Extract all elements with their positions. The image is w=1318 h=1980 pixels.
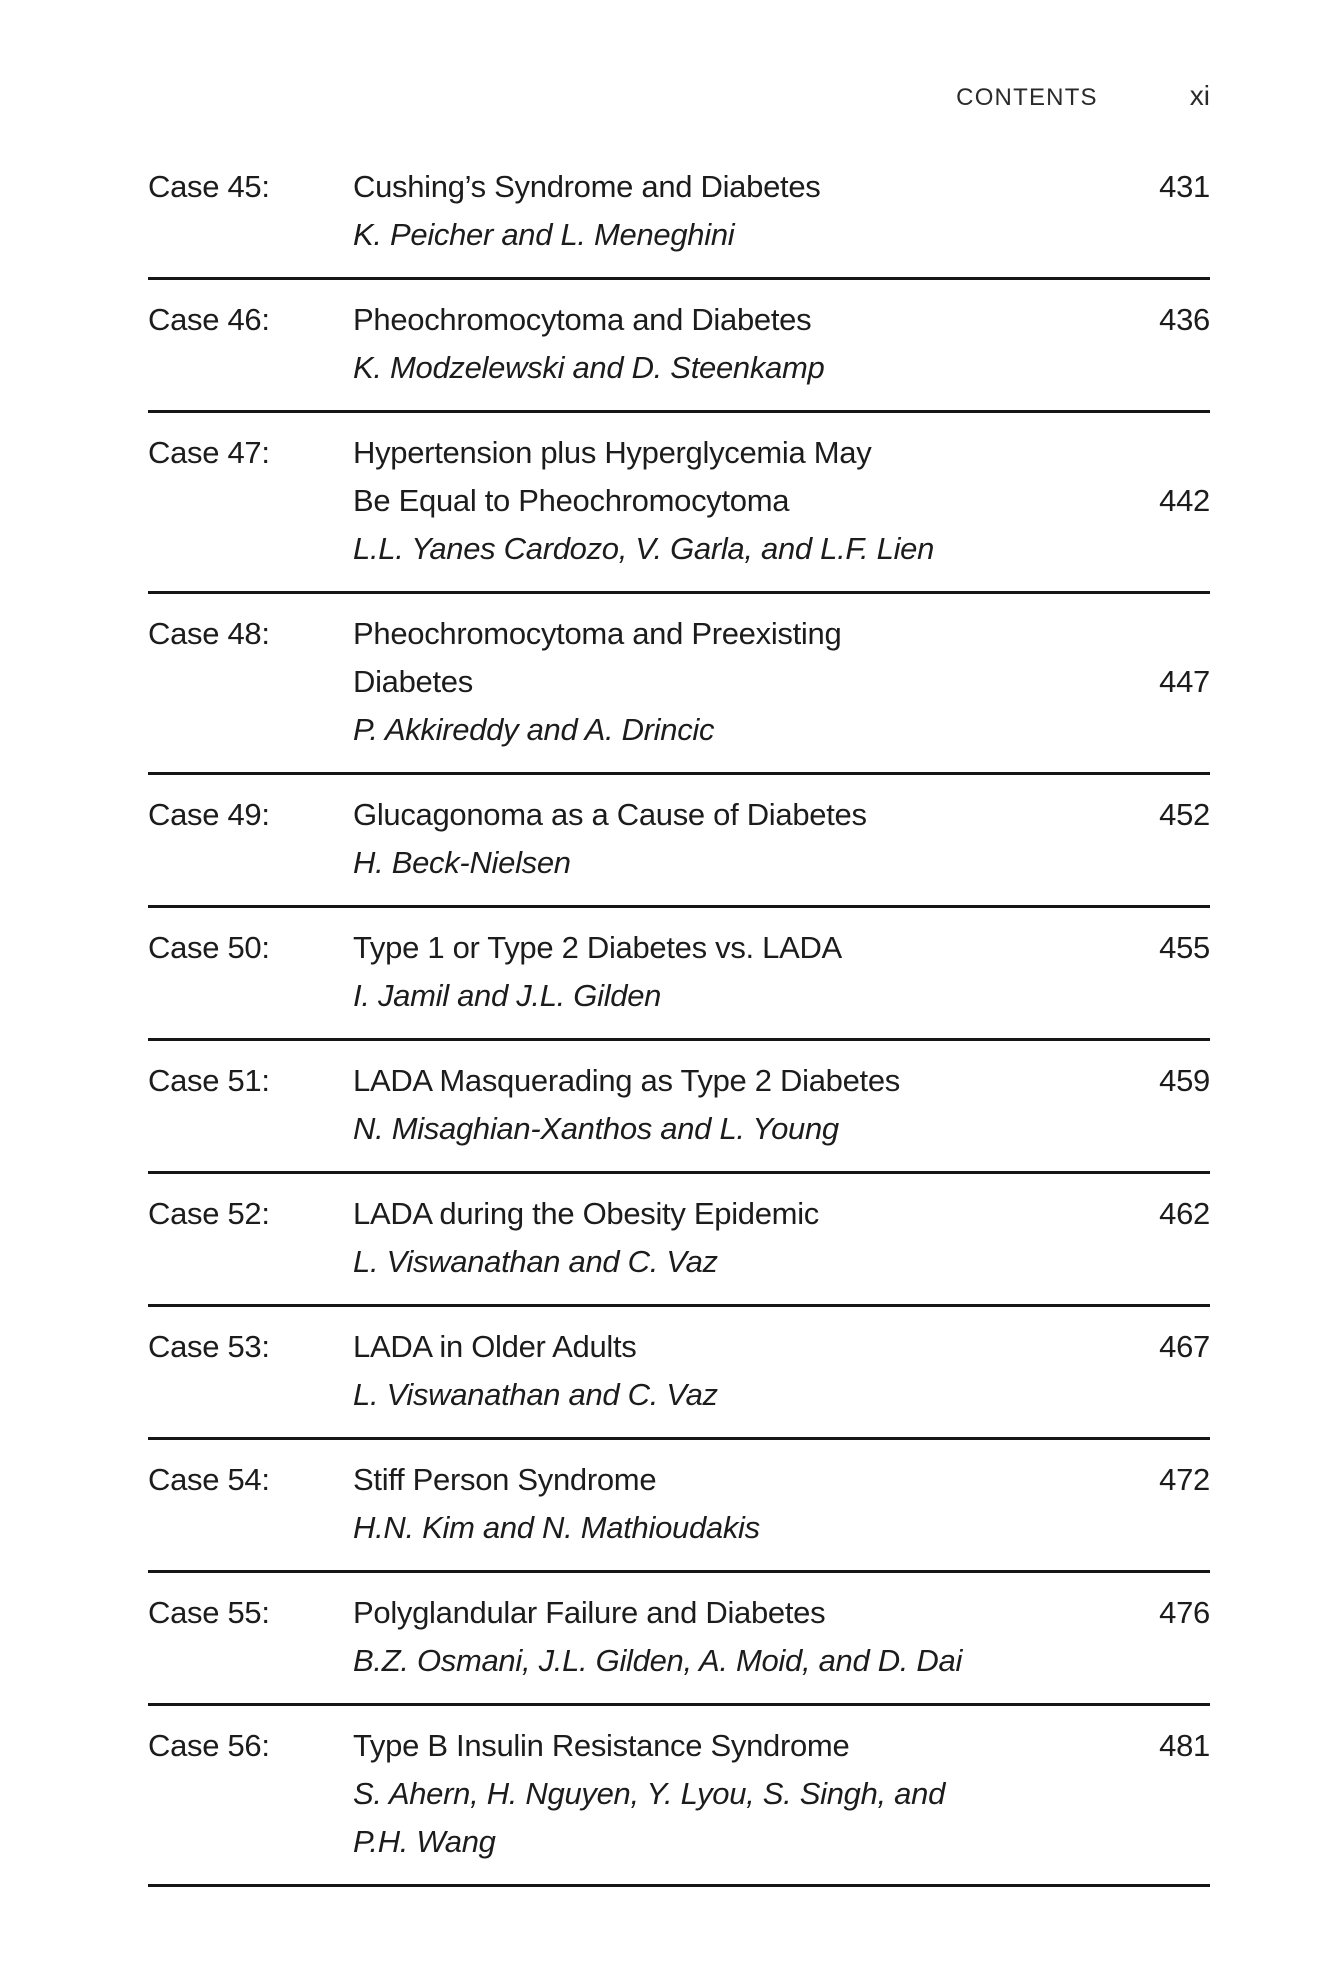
case-number-label: Case 55: <box>148 1595 270 1630</box>
case-authors-line: P.H. Wang <box>353 1824 496 1859</box>
case-page-number: 436 <box>1159 302 1210 337</box>
case-title-and-authors <box>353 1456 1110 1552</box>
toc-entry <box>148 775 1210 908</box>
toc-entry <box>148 908 1210 1041</box>
case-authors-line: N. Misaghian-Xanthos and L. Young <box>353 1111 839 1146</box>
case-authors-line: S. Ahern, H. Nguyen, Y. Lyou, S. Singh, and <box>353 1776 946 1811</box>
case-title-line: Hypertension plus Hyperglycemia May <box>353 435 872 470</box>
toc-entry <box>148 1573 1210 1706</box>
case-page-number: 459 <box>1159 1063 1210 1098</box>
case-title-line: LADA Masquerading as Type 2 Diabetes <box>353 1063 900 1098</box>
case-title-and-authors <box>353 296 1110 392</box>
case-authors-line: K. Peicher and L. Meneghini <box>353 217 735 252</box>
running-head-title: CONTENTS <box>956 84 1098 111</box>
case-title-line: Glucagonoma as a Cause of Diabetes <box>353 797 867 832</box>
case-title-and-authors <box>353 924 1110 1020</box>
case-title-and-authors <box>353 610 1110 754</box>
case-title-and-authors <box>353 1722 1110 1866</box>
case-title-line: Type B Insulin Resistance Syndrome <box>353 1728 850 1763</box>
case-number-label: Case 46: <box>148 302 270 337</box>
case-number-label: Case 45: <box>148 169 270 204</box>
case-page-number: 447 <box>1159 664 1210 699</box>
case-authors-line: P. Akkireddy and A. Drincic <box>353 712 715 747</box>
case-authors-line: I. Jamil and J.L. Gilden <box>353 978 662 1013</box>
case-title-line: Pheochromocytoma and Preexisting <box>353 616 842 651</box>
case-title-and-authors <box>353 1323 1110 1419</box>
case-page-number: 467 <box>1159 1329 1210 1364</box>
case-authors-line: K. Modzelewski and D. Steenkamp <box>353 350 825 385</box>
case-title-and-authors <box>353 163 1110 259</box>
page-folio-number: xi <box>1189 80 1210 111</box>
case-title-line: LADA in Older Adults <box>353 1329 637 1364</box>
case-page-number: 452 <box>1159 797 1210 832</box>
case-authors-line: L. Viswanathan and C. Vaz <box>353 1377 718 1412</box>
case-authors-line: L. Viswanathan and C. Vaz <box>353 1244 718 1279</box>
case-number-label: Case 51: <box>148 1063 270 1098</box>
case-title-line: Stiff Person Syndrome <box>353 1462 657 1497</box>
table-of-contents <box>148 147 1210 1887</box>
running-head <box>148 80 1210 110</box>
case-title-and-authors <box>353 1589 1110 1685</box>
toc-entry <box>148 280 1210 413</box>
toc-entry <box>148 1041 1210 1174</box>
case-authors-line: H.N. Kim and N. Mathioudakis <box>353 1510 760 1545</box>
case-title-and-authors <box>353 429 1110 573</box>
case-title-line: Type 1 or Type 2 Diabetes vs. LADA <box>353 930 842 965</box>
case-title-and-authors <box>353 1190 1110 1286</box>
case-number-label: Case 53: <box>148 1329 270 1364</box>
case-title-and-authors <box>353 791 1110 887</box>
case-number-label: Case 52: <box>148 1196 270 1231</box>
case-title-line: Pheochromocytoma and Diabetes <box>353 302 812 337</box>
case-number-label: Case 48: <box>148 616 270 651</box>
toc-entry <box>148 147 1210 280</box>
case-number-label: Case 54: <box>148 1462 270 1497</box>
case-page-number: 442 <box>1159 483 1210 518</box>
case-authors-line: B.Z. Osmani, J.L. Gilden, A. Moid, and D. Dai <box>353 1643 963 1678</box>
case-page-number: 472 <box>1159 1462 1210 1497</box>
toc-entry <box>148 1174 1210 1307</box>
case-title-line: Be Equal to Pheochromocytoma <box>353 483 790 518</box>
case-authors-line: L.L. Yanes Cardozo, V. Garla, and L.F. Lien <box>353 531 935 566</box>
case-title-line: Polyglandular Failure and Diabetes <box>353 1595 826 1630</box>
case-title-and-authors <box>353 1057 1110 1153</box>
case-number-label: Case 49: <box>148 797 270 832</box>
case-page-number: 481 <box>1159 1728 1210 1763</box>
case-page-number: 455 <box>1159 930 1210 965</box>
case-title-line: LADA during the Obesity Epidemic <box>353 1196 819 1231</box>
toc-entry <box>148 1307 1210 1440</box>
case-title-line: Cushing’s Syndrome and Diabetes <box>353 169 821 204</box>
case-title-line: Diabetes <box>353 664 473 699</box>
toc-entry <box>148 1440 1210 1573</box>
case-page-number: 431 <box>1159 169 1210 204</box>
case-page-number: 462 <box>1159 1196 1210 1231</box>
toc-entry <box>148 1706 1210 1887</box>
case-page-number: 476 <box>1159 1595 1210 1630</box>
case-authors-line: H. Beck-Nielsen <box>353 845 571 880</box>
case-number-label: Case 47: <box>148 435 270 470</box>
case-number-label: Case 56: <box>148 1728 270 1763</box>
case-number-label: Case 50: <box>148 930 270 965</box>
toc-entry <box>148 594 1210 775</box>
toc-entry <box>148 413 1210 594</box>
